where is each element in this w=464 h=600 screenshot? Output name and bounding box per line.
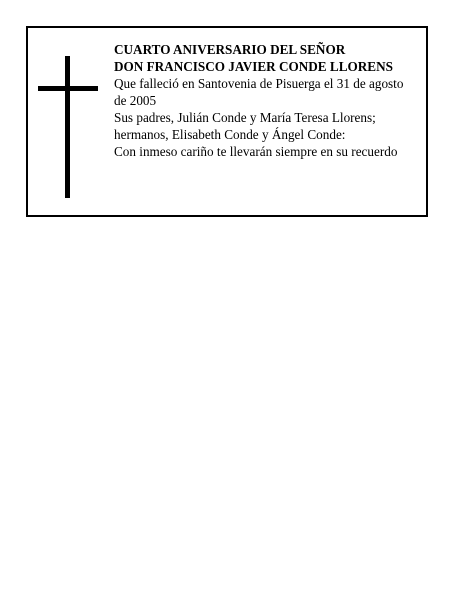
cross-icon bbox=[38, 56, 98, 198]
cross-vertical-bar bbox=[65, 56, 70, 198]
notice-text bbox=[114, 41, 419, 160]
heading-line-2: DON FRANCISCO JAVIER CONDE LLORENS bbox=[114, 59, 393, 74]
cross-horizontal-bar bbox=[38, 86, 98, 91]
obituary-notice bbox=[26, 26, 428, 217]
closing-line: Con inmeso cariño te llevarán siempre en su recuerdo bbox=[114, 144, 398, 159]
death-info: Que falleció en Santovenia de Pisuerga el 31 de agosto de 2005 bbox=[114, 76, 404, 108]
family-members: Sus padres, Julián Conde y María Teresa Llorens; hermanos, Elisabeth Conde y Ángel Conde: bbox=[114, 110, 376, 142]
heading-line-1: CUARTO ANIVERSARIO DEL SEÑOR bbox=[114, 42, 346, 57]
